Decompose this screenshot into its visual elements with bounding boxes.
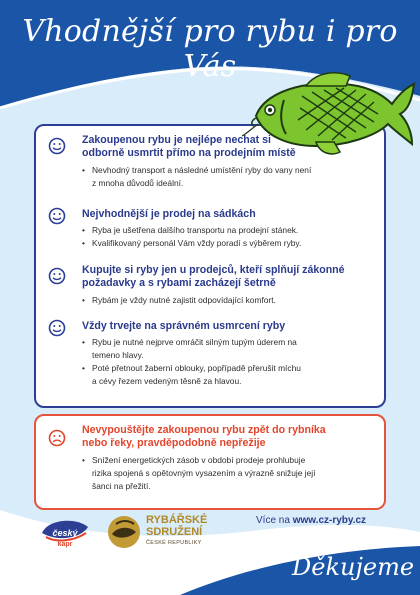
svg-text:český: český [52, 528, 78, 538]
advice-card [34, 124, 386, 408]
svg-text:kapr: kapr [57, 541, 73, 548]
title-line: Nejvhodnější je prodej na sádkách [82, 208, 256, 220]
bullet-item: • Snížení energetických zásob v období prodeje prohlubuje rizika spojená s opětovným vysazením a výrazně snižuje její šanci na přežití. [82, 454, 374, 493]
more-info-prefix: Více na [256, 515, 290, 526]
logo-text: RYBÁŘSKÉ [146, 514, 208, 526]
headline: Vhodnější pro rybu i pro Vás [22, 14, 398, 84]
thanks-signature: Děkujeme [292, 553, 415, 581]
bullet-item: • Rybám je vždy nutné zajistit odpovídající komfort. [82, 294, 374, 307]
bullet-item: • Kvalifikovaný personál Vám vždy poradí s výběrem ryby. [82, 237, 374, 250]
bullet-list [82, 294, 374, 307]
section-title [82, 264, 372, 290]
fish-illustration [236, 64, 416, 160]
title-line: Nevypouštějte zakoupenou rybu zpět do rybníka [82, 424, 326, 436]
logo-text: SDRUŽENÍ [146, 526, 203, 538]
title-line: Kupujte si ryby jen u prodejců, kteří splňují zákonné [82, 264, 345, 276]
smiley-icon [48, 207, 66, 225]
sad-face-icon [48, 429, 66, 447]
cesky-kapr-logo [36, 513, 94, 549]
cesky-kapr-logo-graphic [36, 513, 94, 549]
section-title [82, 320, 372, 333]
bullet-item: • Ryba je ušetřena dalšího transportu na prodejní stánek. [82, 224, 374, 237]
title-line: Zakoupenou rybu je nejlépe nechat si [82, 134, 271, 146]
bullet-item: • Rybu je nutné nejprve omráčit silným tupým úderem na temeno hlavy. [82, 336, 374, 362]
bullet-item: • Poté přetnout žaberní oblouky, popřípadě přerušit míchu a cévy řezem vedeným těsně za hlavou. [82, 362, 374, 388]
logo-subtext: ČESKÉ REPUBLIKY [146, 540, 202, 546]
rybarske-sdruzeni-emblem [106, 514, 142, 550]
smiley-icon [48, 267, 66, 285]
bullet-list [82, 224, 374, 250]
bullet-item: • Nevhodný transport a následné umístění ryby do vany není z mnoha důvodů ideální. [82, 164, 374, 190]
rybarske-sdruzeni-logo [106, 512, 210, 558]
bullet-list [82, 164, 374, 190]
warning-title [82, 424, 372, 450]
warning-card [34, 414, 386, 510]
bullet-list [82, 336, 374, 388]
section-title [82, 208, 372, 221]
title-line: odborně usmrtit přímo na prodejním místě [82, 147, 296, 159]
website-link[interactable]: www.cz-ryby.cz [292, 515, 367, 526]
title-line: nebo řeky, pravděpodobně nepřežije [82, 437, 266, 449]
smiley-icon [48, 137, 66, 155]
more-info-line [256, 515, 366, 526]
smiley-icon [48, 319, 66, 337]
title-line: Vždy trvejte na správném usmrcení ryby [82, 320, 286, 332]
title-line: požadavky a s rybami zacházejí šetrně [82, 277, 276, 289]
bullet-list [82, 454, 374, 493]
